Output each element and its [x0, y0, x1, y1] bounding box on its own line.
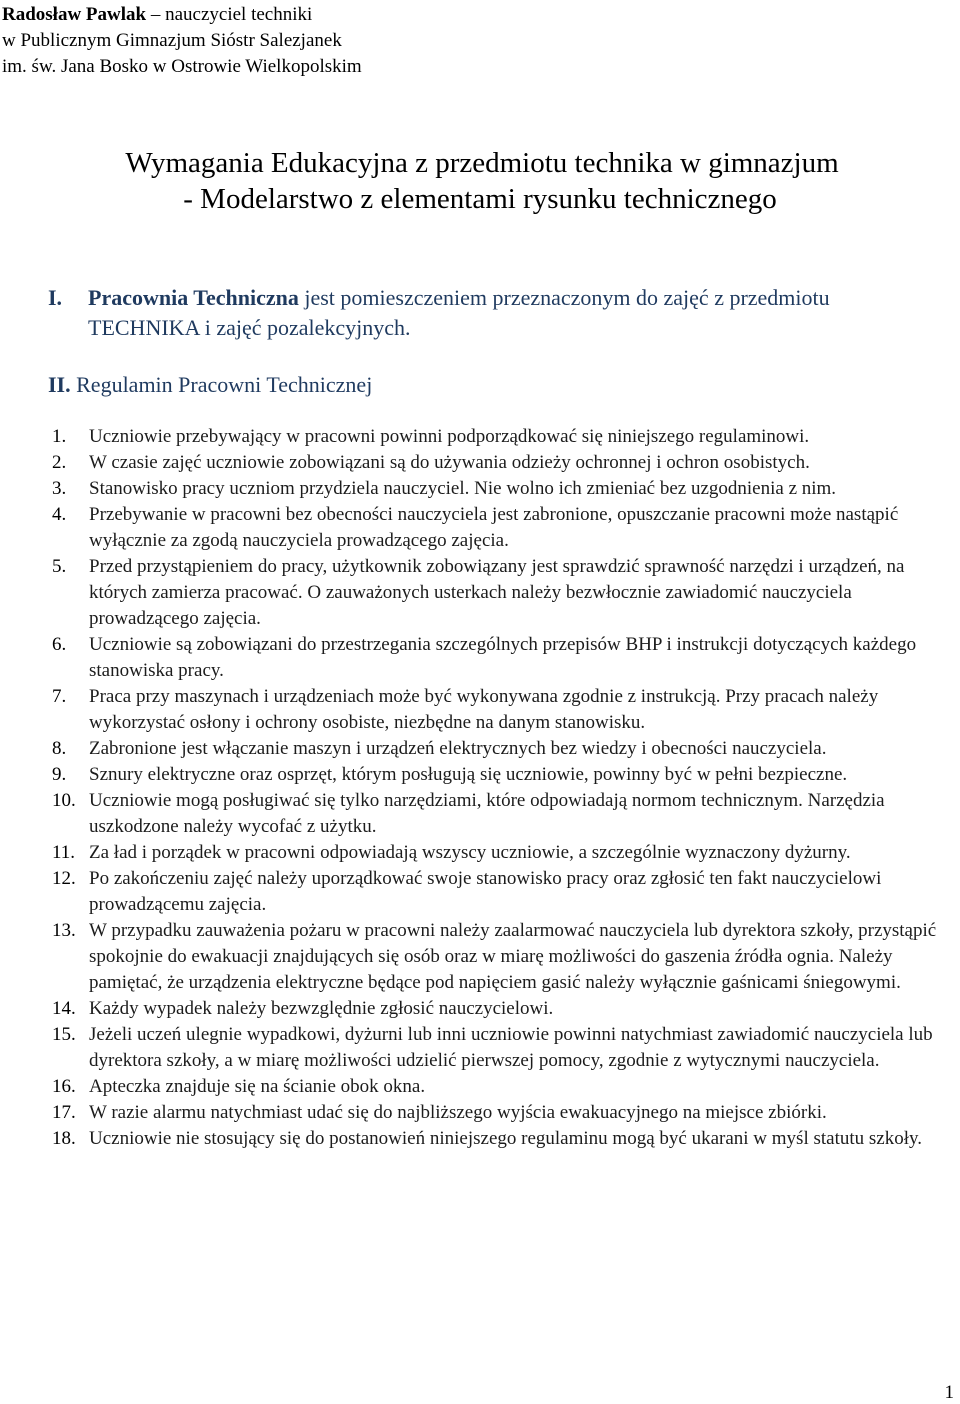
rule-text: Uczniowie nie stosujący się do postanowień niniejszego regulaminu mogą być ukarani w myśl statutu szkoły.: [89, 1128, 923, 1149]
rule-text: W przypadku zauważenia pożaru w pracowni należy zaalarmować nauczyciela lub dyrektora szkoły, przystąpić spokojnie do ewakuacji znajdujących się osób oraz w miarę możliwości do gaszenia źródła ognia. Należy pamiętać, że urządzenia elektryczne będące pod napięciem gasić należy wyłącznie gaśnicami śniegowymi.: [89, 920, 937, 993]
rule-number: 13.: [52, 920, 76, 941]
rule-number: 15.: [52, 1024, 76, 1045]
rule-text: Za ład i porządek w pracowni odpowiadają wszyscy uczniowie, a szczególnie wyznaczony dyżurny.: [89, 842, 851, 863]
rule-item: [52, 1074, 952, 1100]
rule-number: 17.: [52, 1102, 76, 1123]
rule-item: [52, 1100, 952, 1126]
rule-item: [52, 736, 952, 762]
rule-item: [52, 788, 952, 840]
rule-number: 11.: [52, 842, 76, 863]
rule-number: 7.: [52, 686, 67, 707]
rule-text: Stanowisko pracy uczniom przydziela nauczyciel. Nie wolno ich zmieniać bez uzgodnienia z nim.: [89, 478, 837, 499]
section-2-text: Regulamin Pracowni Technicznej: [70, 372, 373, 397]
rule-item: [52, 450, 952, 476]
school-line: w Publicznym Gimnazjum Sióstr Salezjanek: [2, 30, 342, 51]
section-1-number: I.: [48, 285, 63, 310]
rule-number: 1.: [52, 426, 67, 447]
author-name: Radosław Pawlak: [2, 4, 147, 25]
rule-item: [52, 918, 952, 996]
rule-text: Praca przy maszynach i urządzeniach może być wykonywana zgodnie z instrukcją. Przy pracach należy wykorzystać osłony i ochrony osobiste, niezbędne na danym stanowisku.: [89, 686, 879, 733]
rules-list: [52, 424, 952, 1152]
rule-item: [52, 424, 952, 450]
section-2-number: II.: [48, 372, 71, 397]
title-line-1: Wymagania Edukacyjna z przedmiotu technika w gimnazjum: [125, 147, 839, 179]
rule-number: 9.: [52, 764, 67, 785]
rule-text: Każdy wypadek należy bezwzględnie zgłosić nauczycielowi.: [89, 998, 554, 1019]
rule-number: 16.: [52, 1076, 76, 1097]
document-title: [0, 145, 960, 217]
rule-item: [52, 1022, 952, 1074]
rule-text: Uczniowie mogą posługiwać się tylko narzędziami, które odpowiadają normom technicznym. Narzędzia uszkodzone należy wycofać z użytku.: [89, 790, 885, 837]
rule-number: 6.: [52, 634, 67, 655]
section-1-row-2: [48, 313, 958, 343]
rule-item: [52, 554, 952, 632]
rule-item: [52, 866, 952, 918]
section-1-bold: Pracownia Techniczna: [88, 285, 299, 310]
section-1-text: [88, 283, 958, 313]
rule-text: Jeżeli uczeń ulegnie wypadkowi, dyżurni lub inni uczniowie powinni natychmiast zawiadomić nauczyciela lub dyrektora szkoły, a w miarę możliwości udzielić pierwszej pomocy, zgodnie z wytycznymi nauczyciela.: [89, 1024, 933, 1071]
rule-text: W razie alarmu natychmiast udać się do najbliższego wyjścia ewakuacyjnego na miejsce zbiórki.: [89, 1102, 827, 1123]
author-role: – nauczyciel techniki: [146, 4, 313, 25]
rule-text: Apteczka znajduje się na ścianie obok okna.: [89, 1076, 426, 1097]
rule-number: 4.: [52, 504, 67, 525]
rule-item: [52, 762, 952, 788]
section-1-body: jest pomieszczeniem przeznaczonym do zajęć z przedmiotu: [298, 285, 830, 310]
author-line: [2, 2, 362, 28]
section-1: [48, 283, 958, 343]
rule-item: [52, 502, 952, 554]
rule-item: [52, 1126, 952, 1152]
page-number: 1: [944, 1382, 954, 1403]
rule-text: Zabronione jest włączanie maszyn i urządzeń elektrycznych bez wiedzy i obecności nauczyciela.: [89, 738, 827, 759]
rule-number: 2.: [52, 452, 67, 473]
section-1-line-2: TECHNIKA i zajęć pozalekcyjnych.: [88, 315, 411, 340]
author-header: [2, 2, 362, 80]
rule-item: [52, 476, 952, 502]
rule-item: [52, 996, 952, 1022]
rule-number: 8.: [52, 738, 67, 759]
section-1-row: [48, 283, 958, 313]
rule-text: Przebywanie w pracowni bez obecności nauczyciela jest zabronione, opuszczanie pracowni może nastąpić wyłącznie za zgodą nauczyciela prowadzącego zajęcia.: [89, 504, 899, 551]
school-location-line: im. św. Jana Bosko w Ostrowie Wielkopolskim: [2, 56, 362, 77]
rule-number: 5.: [52, 556, 67, 577]
rule-text: W czasie zajęć uczniowie zobowiązani są do używania odzieży ochronnej i ochron osobistych.: [89, 452, 810, 473]
rule-number: 14.: [52, 998, 76, 1019]
rule-item: [52, 684, 952, 736]
title-line-2: - Modelarstwo z elementami rysunku technicznego: [183, 183, 777, 215]
rule-number: 10.: [52, 790, 76, 811]
rule-text: Uczniowie są zobowiązani do przestrzegania szczególnych przepisów BHP i instrukcji dotyczących każdego stanowiska pracy.: [89, 634, 917, 681]
rule-text: Przed przystąpieniem do pracy, użytkownik zobowiązany jest sprawdzić sprawność narzędzi i urządzeń, na których zamierza pracować. O zauważonych usterkach należy bezwłocznie zawiadomić nauczyciela prowadzącego zajęcia.: [89, 556, 905, 629]
section-2-heading: [48, 370, 372, 400]
rule-number: 12.: [52, 868, 76, 889]
rule-item: [52, 840, 952, 866]
rule-number: 3.: [52, 478, 67, 499]
rule-text: Sznury elektryczne oraz osprzęt, którym posługują się uczniowie, powinny być w pełni bezpieczne.: [89, 764, 848, 785]
rule-text: Po zakończeniu zajęć należy uporządkować swoje stanowisko pracy oraz zgłosić ten fakt nauczycielowi prowadzącemu zajęcia.: [89, 868, 882, 915]
rule-text: Uczniowie przebywający w pracowni powinni podporządkować się niniejszego regulaminowi.: [89, 426, 810, 447]
rule-item: [52, 632, 952, 684]
rule-number: 18.: [52, 1128, 76, 1149]
